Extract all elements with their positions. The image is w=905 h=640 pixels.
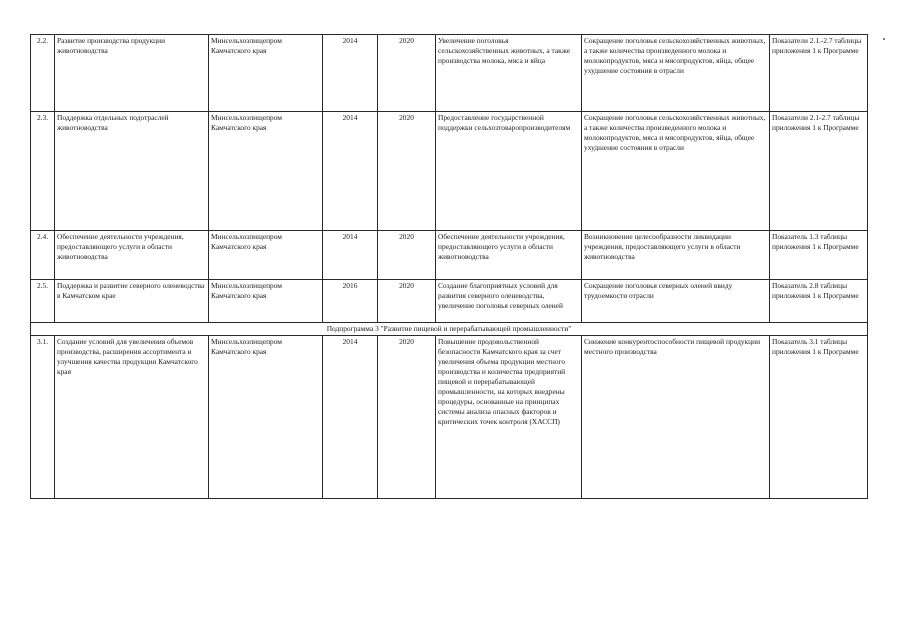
- indicators: Показатели 2.1-2.7 таблицы приложения 1 к Программе: [770, 112, 868, 231]
- indicators: Показатель 3.1 таблицы приложения 1 к Программе: [770, 336, 868, 499]
- executor: Минсельхозпищепром Камчатского края: [209, 336, 323, 499]
- end-year: 2020: [378, 35, 436, 112]
- scan-speck: [883, 38, 885, 40]
- start-year: 2016: [323, 280, 378, 323]
- executor: Минсельхозпищепром Камчатского края: [209, 112, 323, 231]
- consequences: Сокращение поголовья сельскохозяйственных животных, а также количества произведенного молока и молокопродуктов, мяса и мясопродуктов, яйца, общее ухудшение состояния в отрасли: [582, 35, 770, 112]
- row-number: 2.4.: [31, 231, 55, 280]
- subprogram-title: Подпрограмма 3 "Развитие пищевой и перерабатывающей промышленности": [31, 323, 868, 336]
- consequences: Возникновение целесообразности ликвидации учреждения, предоставляющего услуги в области животноводства: [582, 231, 770, 280]
- expected-result: Обеспечение деятельности учреждения, предоставляющего услуги в области животноводства: [436, 231, 582, 280]
- executor: Минсельхозпищепром Камчатского края: [209, 35, 323, 112]
- expected-result: Предоставление государственной поддержки сельхозтоваропроизводителям: [436, 112, 582, 231]
- indicators: Показатель 2.8 таблицы приложения 1 к Программе: [770, 280, 868, 323]
- executor: Минсельхозпищепром Камчатского края: [209, 231, 323, 280]
- row-number: 2.2.: [31, 35, 55, 112]
- end-year: 2020: [378, 231, 436, 280]
- consequences: Снижение конкурентоспособности пищевой продукции местного производства: [582, 336, 770, 499]
- table-row: [31, 112, 868, 231]
- expected-result: Создание благоприятных условий для развития северного оленеводства, увеличение поголовья северных оленей: [436, 280, 582, 323]
- measure-name: Поддержка и развитие северного оленеводства в Камчатском крае: [55, 280, 209, 323]
- end-year: 2020: [378, 336, 436, 499]
- start-year: 2014: [323, 112, 378, 231]
- indicators: Показатель 1.3 таблицы приложения 1 к Программе: [770, 231, 868, 280]
- end-year: 2020: [378, 112, 436, 231]
- measure-name: Развитие производства продукции животноводства: [55, 35, 209, 112]
- table-row: [31, 336, 868, 499]
- start-year: 2014: [323, 231, 378, 280]
- end-year: 2020: [378, 280, 436, 323]
- expected-result: Увеличение поголовья сельскохозяйственных животных, а также производства молока, мяса и яйца: [436, 35, 582, 112]
- measure-name: Поддержка отдельных подотраслей животноводства: [55, 112, 209, 231]
- measure-name: Создание условий для увеличения объемов производства, расширения ассортимента и улучшения качества продукции Камчатского края: [55, 336, 209, 499]
- table-row: [31, 280, 868, 323]
- table-row: [31, 231, 868, 280]
- expected-result: Повышение продовольственной безопасности Камчатского края за счет увеличения объема продукции местного производства и количества предприятий пищевой и перерабатывающей промышленности, на которых внедрены процедуры, основанные на принципах системы анализа опасных факторов и критических точек контроля (ХАССП): [436, 336, 582, 499]
- consequences: Сокращение поголовья северных оленей ввиду трудоемкости отрасли: [582, 280, 770, 323]
- measure-name: Обеспечение деятельности учреждения, предоставляющего услуги в области животноводства: [55, 231, 209, 280]
- subprogram-header-row: [31, 323, 868, 336]
- indicators: Показатели 2.1.-2.7 таблицы приложения 1 к Программе: [770, 35, 868, 112]
- start-year: 2014: [323, 336, 378, 499]
- row-number: 3.1.: [31, 336, 55, 499]
- table-row: [31, 35, 868, 112]
- consequences: Сокращение поголовья сельскохозяйственных животных, а также количества произведенного молока и молокопродуктов, мяса и мясопродуктов, яйца, общее ухудшение состояния в отрасли: [582, 112, 770, 231]
- program-measures-table: [30, 34, 868, 499]
- row-number: 2.5.: [31, 280, 55, 323]
- executor: Минсельхозпищепром Камчатского края: [209, 280, 323, 323]
- start-year: 2014: [323, 35, 378, 112]
- row-number: 2.3.: [31, 112, 55, 231]
